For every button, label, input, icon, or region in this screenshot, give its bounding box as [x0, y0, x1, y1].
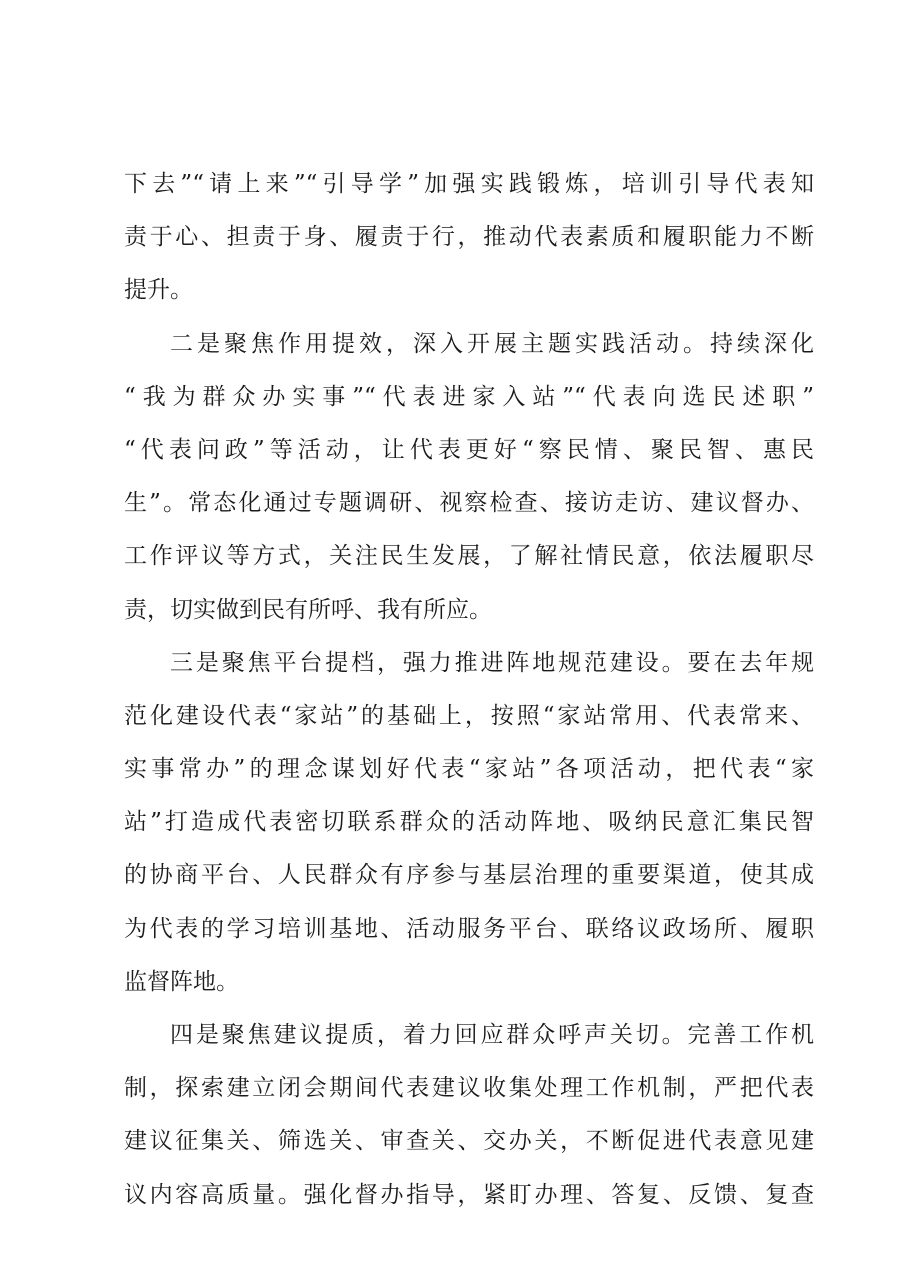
text-line: 为代表的学习培训基地、活动服务平台、联络议政场所、履职	[124, 915, 814, 942]
paragraph-3-start: 三是聚焦平台提档，强力推进阵地规范建设。要在去年规	[170, 649, 814, 676]
text-line: 提升。	[124, 277, 193, 304]
text-line: 实事常办”的理念谋划好代表“家站”各项活动，把代表“家	[124, 756, 814, 783]
paragraph-4-start: 四是聚焦建议提质，着力回应群众呼声关切。完善工作机	[170, 1022, 814, 1048]
text-line: 生”。常态化通过专题调研、视察检查、接访走访、建议督办、	[124, 490, 814, 517]
text-line: 建议征集关、筛选关、审查关、交办关，不断促进代表意见建	[124, 1128, 814, 1155]
text-line: 的协商平台、人民群众有序参与基层治理的重要渠道，使其成	[124, 862, 814, 889]
text-line: “代表问政”等活动，让代表更好“察民情、聚民智、惠民	[124, 436, 814, 463]
text-line: 责于心、担责于身、履责于行，推动代表素质和履职能力不断	[124, 224, 814, 251]
text-line: 范化建设代表“家站”的基础上，按照“家站常用、代表常来、	[124, 702, 814, 729]
text-line: 责，切实做到民有所呼、我有所应。	[124, 596, 492, 623]
text-line: 工作评议等方式，关注民生发展，了解社情民意，依法履职尽	[124, 543, 814, 570]
text-line: 制，探索建立闭会期间代表建议收集处理工作机制，严把代表	[124, 1075, 814, 1102]
text-line: 监督阵地。	[124, 968, 239, 995]
text-line: “我为群众办实事”“代表进家入站”“代表向选民述职”	[124, 383, 814, 410]
text-line: 议内容高质量。强化督办指导，紧盯办理、答复、反馈、复查	[124, 1181, 814, 1208]
document-body	[124, 158, 814, 1222]
text-line: 站”打造成代表密切联系群众的活动阵地、吸纳民意汇集民智	[124, 809, 814, 836]
text-line: 下去”“请上来”“引导学”加强实践锻炼，培训引导代表知	[124, 171, 814, 197]
paragraph-2-start: 二是聚焦作用提效，深入开展主题实践活动。持续深化	[170, 330, 814, 357]
